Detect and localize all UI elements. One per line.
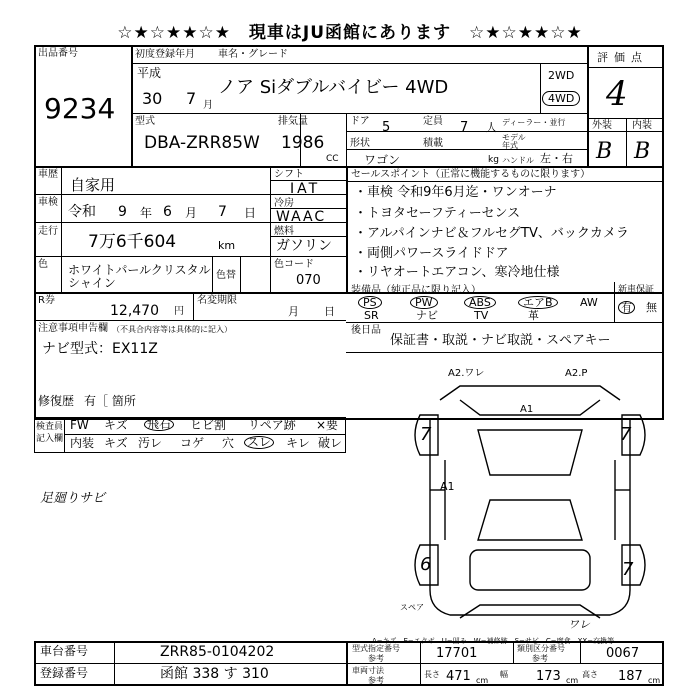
color-line1: ホワイトパールクリスタル [68,263,211,277]
warranty-label: 新車保証 [618,285,655,295]
recycle-value: 12,470 [110,303,159,319]
model-year-label: モデル 年式 [502,133,526,150]
sales-points-label: セールスポイント（正常に機能するものに限ります） [351,169,591,180]
height-unit: cm [648,676,661,685]
interior-label: 内装 [632,120,652,131]
height-label: 高さ [582,670,598,679]
notes-label: 注意事項申告欄 [38,323,108,334]
mark-front-right: A2.P [565,368,588,379]
sales-point-3: ・アルパインナビ＆フルセグTV、バックカメラ [354,226,629,241]
mark-hood: A1 [520,404,534,415]
registration-year: 30 [142,89,163,108]
inspector-tear: 破レ [318,436,343,450]
equip-airbag: エアB [518,296,558,309]
repair-history-value: 有［ 箇所 [84,394,136,408]
length-label: 長さ [424,670,440,679]
body-shape-label: 形状 [350,138,370,149]
exterior-label: 外装 [592,120,612,131]
plate-value: 函館 338 す 310 [160,666,269,682]
damage-diagram [400,360,660,630]
type-spec-value: 17701 [436,646,478,661]
lot-number: 9234 [44,92,116,125]
class-code-sub: 参考 [532,654,548,663]
width-unit: cm [566,676,579,685]
inspection-month-unit: 月 [185,206,198,220]
mark-door-left: 7 [420,424,432,445]
inspector-repair-mark: リペア跡 [248,418,296,432]
sales-point-2: ・トヨタセーフティーセンス [354,206,521,221]
warranty-yes-circled: 有 [618,301,635,314]
class-code-value: 0067 [606,646,640,661]
displacement-unit: CC [326,154,339,164]
dimensions-sub: 参考 [368,676,384,685]
inspector-fw: FW [70,418,89,432]
type-code-label: 型式 [135,116,155,127]
inspection-label: 車検 [38,197,58,208]
dealer-label: ディーラー・並行 [502,118,566,127]
inspection-year-unit: 年 [140,206,153,220]
equip-sr: SR [364,309,379,322]
fuel-label: 燃料 [274,226,294,237]
equip-navi: ナビ [416,309,438,322]
color-change-label: 色替 [216,270,236,281]
capacity-value: 7 [460,120,469,135]
inspector-int-scratch: キズ [104,436,128,450]
inspection-day-unit: 日 [244,206,257,220]
header-banner: ☆★☆★★☆★ 現車はJU函館にあります ☆★☆★★☆★ [117,23,583,43]
height-value: 187 [618,669,643,684]
inspector-cut: キレ [286,436,310,450]
registration-label: 初度登録年月 [135,49,195,60]
notes-sub: （不具合内容等は具体的に記入） [112,325,232,334]
sales-point-5: ・リヤオートエアコン、寒冷地仕様 [354,265,560,280]
color-code-label: 色コード [274,259,314,270]
warranty-no: 無 [646,301,657,314]
mark-front-left: A2.ワレ [448,368,485,379]
color-code-value: 070 [296,273,321,288]
handwritten-note: 足廻りサビ [40,491,106,506]
mark-door-right: 7 [620,424,632,445]
model-grade: ノア Siダブルバイビー 4WD [218,77,449,98]
handle-label: ハンドル [502,156,534,165]
drive-4wd-circled: 4WD [542,91,580,106]
inspector-hole: 穴 [222,436,235,450]
width-value: 173 [536,669,561,684]
mileage-label: 走行 [38,226,58,237]
color-label: 色 [38,259,48,270]
notice-month: 月 [288,305,299,318]
attachments-value: 保証書・取説・ナビ取説・スペアキー [390,333,611,348]
body-shape-value: ワゴン [364,153,401,167]
equip-pw: PW [410,296,438,309]
inspector-scratch: キズ [104,418,128,432]
load-label: 積載 [423,138,443,149]
color-line2: シャイン [68,276,116,290]
aircon-label: 冷房 [274,198,294,209]
plate-label: 登録番号 [40,666,89,680]
load-unit: kg [488,155,499,165]
sales-point-1: ・車検 令和9年6月迄・ワンオーナ [354,185,557,200]
recycle-unit: 円 [174,306,184,317]
displacement-value: 1986 [281,133,325,153]
mark-side-left: A1 [440,480,455,493]
chassis-value: ZRR85-0104202 [160,644,275,660]
displacement-label: 排気量 [278,116,308,127]
length-value: 471 [446,669,471,684]
shift-value: IAT [290,181,321,197]
handle-value: 左・右 [540,152,573,165]
history-value: 自家用 [70,176,116,194]
grade-label: 評価点 [597,51,648,64]
history-label: 車歴 [38,169,58,180]
mark-rear-left: 6 [420,554,432,575]
notice-day: 日 [324,305,335,318]
equip-abs: ABS [464,296,496,309]
mark-spare: スペア [400,603,424,612]
equip-tv: TV [474,309,489,322]
inspector-burn: コゲ [180,436,205,450]
inspection-month: 6 [163,204,172,220]
grade-value: 4 [606,74,628,114]
damage-legend: A−キズ E−エクボ U−凹み W−補修跡 S−サビ C−腐食 XX−交換等 [372,637,615,645]
type-spec-label: 型式指定番号 [352,644,400,653]
notice-label: 名変期限 [197,295,237,306]
repair-history-label: 修復歴 [38,394,75,408]
shift-label: シフト [274,169,304,180]
attachments-label: 後日品 [351,325,381,336]
inspection-year: 9 [118,204,127,220]
chassis-label: 車台番号 [40,644,89,658]
inspector-rub-circled: スレ [244,436,274,449]
type-code-value: DBA-ZRR85W [144,133,260,153]
inspector-chip-circled: 飛石 [144,418,174,431]
registration-month: 7 [186,89,197,108]
fuel-value: ガソリン [276,238,332,254]
equipment-label: 装備品（純正品に限り記入） [351,285,481,296]
type-spec-sub: 参考 [368,654,384,663]
exterior-value: B [596,139,613,164]
length-unit: cm [476,676,489,685]
mark-trunk: ワレ [568,618,590,630]
inspector-crack: ヒビ割 [190,418,227,432]
inspector-label-2: 記入欄 [36,434,64,444]
recycle-label: R券 [38,295,55,306]
dimensions-label: 車両寸法 [352,666,384,675]
equip-leather: 革 [528,309,539,322]
width-label: 幅 [500,670,508,679]
mileage-value: 7万6千604 [88,232,177,252]
doors-label: ドア [350,116,370,127]
drive-2wd: 2WD [548,69,575,82]
interior-value: B [634,139,651,164]
registration-month-unit: 月 [203,100,213,111]
inspection-era: 令和 [68,204,96,220]
capacity-label: 定員 [423,116,443,127]
inspector-interior: 内装 [70,436,95,450]
inspection-day: 7 [218,204,227,220]
doors-value: 5 [382,120,391,135]
inspector-label-1: 検査員 [36,422,64,432]
inspector-required: ×要 [316,418,339,432]
capacity-unit: 人 [486,121,497,134]
aircon-value: WAAC [276,209,327,225]
model-label: 車名・グレード [218,49,288,60]
mileage-unit: km [218,239,236,252]
lot-label: 出品番号 [38,48,78,59]
equip-aw: AW [580,296,598,309]
equip-ps: PS [358,296,382,309]
inspector-dirt: 汚レ [138,436,163,450]
sales-point-4: ・両側パワースライドドア [354,246,509,261]
class-code-label: 類別区分番号 [517,644,565,653]
registration-era: 平成 [137,66,162,80]
mark-rear-right: 7 [622,559,634,580]
notes-value: ナビ型式：EX11Z [42,341,158,357]
